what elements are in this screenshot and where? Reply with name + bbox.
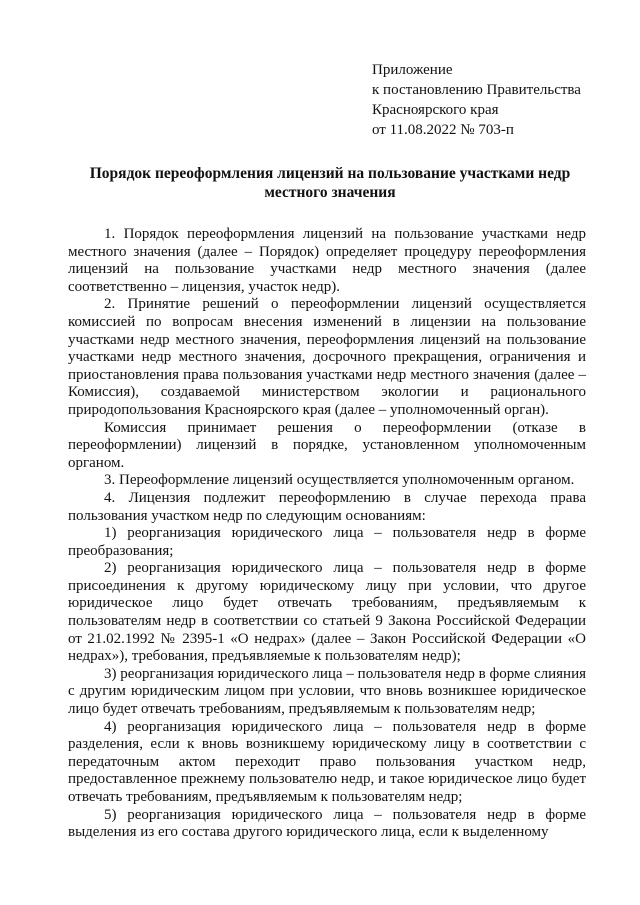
title-line: Порядок переоформления лицензий на пользование участками недр [89, 165, 571, 182]
appendix-block [372, 60, 622, 140]
appendix-line: к постановлению Правительства [372, 82, 581, 98]
paragraph: 5) реорганизация юридического лица – пользователя недр в форме выделения из его состава другого юридического лица, если к выделенному [68, 806, 586, 841]
paragraph: 3) реорганизация юридического лица – пользователя недр в форме слияния с другим юридическим лицом при условии, что вновь возникшее юридическое лицо будет отвечать требованиям, предъявляемым к пользователям недр; [68, 665, 586, 718]
paragraph: Комиссия принимает решения о переоформлении (отказе в переоформлении) лицензий в порядке, установленном уполномоченным органом. [68, 419, 586, 471]
paragraph: 1. Порядок переоформления лицензий на пользование участками недр местного значения (далее – Порядок) определяет процедуру переоформления лицензий на пользование участками недр местного значения (далее соответственно – лицензия, участок недр). [68, 226, 586, 295]
paragraph: 2) реорганизация юридического лица – пользователя недр в форме присоединения к другому юридическому лицу при условии, что другое юридическое лицо будет отвечать требованиям, предъявляемым к пользователям недр в соответствии со статьей 9 Закона Российской Федерации от 21.02.1992 № 2395-1 «О недрах» (далее – Закон Российской Федерации «О недрах»), требования, предъявляемые к пользователям недр); [68, 560, 586, 665]
document-body [68, 226, 586, 842]
paragraph: 3. Переоформление лицензий осуществляется уполномоченным органом. [104, 472, 575, 489]
title-line: местного значения [264, 184, 396, 201]
paragraph: 1) реорганизация юридического лица – пользователя недр в форме преобразования; [68, 525, 586, 559]
appendix-line: от 11.08.2022 № 703-п [372, 122, 514, 138]
paragraph: 2. Принятие решений о переоформлении лицензий осуществляется комиссией по вопросам внесения изменений в лицензии на пользование участками недр местного значения, переоформления лицензий на пользование участками недр местного значения, досрочного прекращения, ограничения и приостановления права пользования участками недр местного значения (далее – Комиссия), создаваемой министерством экологии и рационального природопользования Красноярского края (далее – уполномоченный орган). [68, 296, 586, 418]
appendix-line: Приложение [372, 62, 453, 78]
document-title [70, 164, 590, 202]
paragraph: 4. Лицензия подлежит переоформлению в случае перехода права пользования участком недр по следующим основаниям: [68, 489, 586, 524]
appendix-line: Красноярского края [372, 102, 499, 118]
paragraph: 4) реорганизация юридического лица – пользователя недр в форме разделения, если к вновь возникшему юридическому лицу в соответствии с передаточным актом переходит право пользования участком недр, предоставленное прежнему пользователю недр, и такое юридическое лицо будет отвечать требованиям, предъявляемым к пользователям недр; [68, 718, 586, 805]
